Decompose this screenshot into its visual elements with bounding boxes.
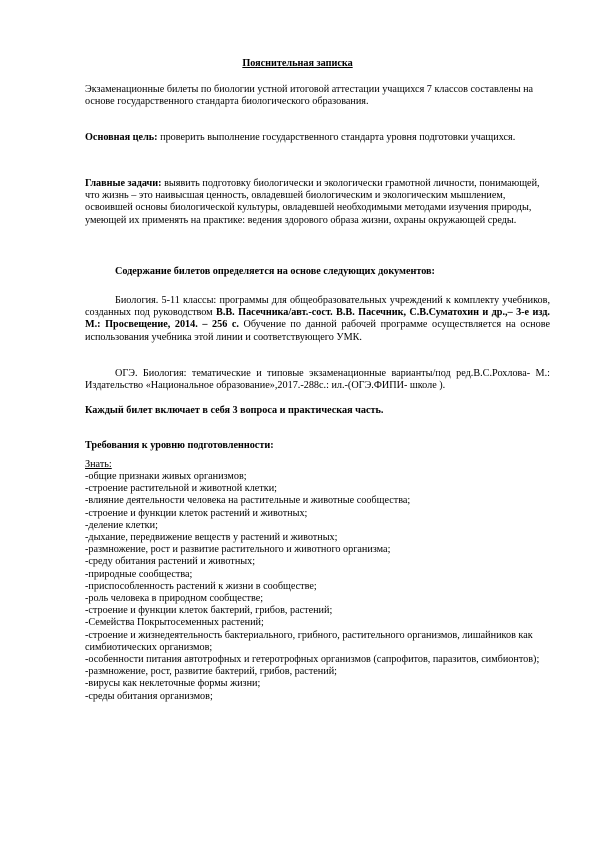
list-item: -Семейства Покрытосеменных растений;: [85, 617, 264, 629]
list-item: -размножение, рост и развитие растительного и животного организма;: [85, 544, 391, 556]
list-item: -строение и жизнедеятельность бактериального, грибного, растительного организмов, лишайников как симбиотических организмов;: [85, 629, 533, 653]
goal-paragraph: [85, 132, 550, 144]
ticket-note: Каждый билет включает в себя 3 вопроса и практическая часть.: [85, 405, 384, 416]
goal-label: Основная цель:: [85, 132, 158, 143]
list-item: -среды обитания организмов;: [85, 690, 213, 702]
list-item: -деление клетки;: [85, 519, 158, 531]
tasks-text: выявить подготовку биологически и экологически грамотной личности, понимающей, что жизнь – это наивысшая ценность, овладевшей биологическим и экологическим мышлением, освоившей основы биологической культуры, овладевшей необходимыми методами изучения природы, умеющей их применять на практике: ведения здорового образа жизни, охраны окружающей среды.: [85, 178, 540, 226]
list-item: -общие признаки живых организмов;: [85, 471, 247, 482]
document-title: Пояснительная записка: [242, 58, 353, 69]
know-list: [85, 471, 550, 703]
list-item: -влияние деятельности человека на растительные и животные сообщества;: [85, 495, 411, 507]
requirements-heading: Требования к уровню подготовленности:: [85, 440, 274, 451]
document-1-text-a: Биология. 5-11 классы: программы для общеобразовательных учреждений к комплекту учебников, созданных под руководством: [85, 295, 550, 319]
list-item: -приспособленность растений к жизни в сообществе;: [85, 580, 317, 592]
document-1-text-c: Обучение по данной рабочей программе осуществляется на основе использования учебника этой линии и соответствующего УМК.: [85, 319, 550, 343]
list-item: -среду обитания растений и животных;: [85, 556, 256, 568]
list-item: -размножение, рост, развитие бактерий, грибов, растений;: [85, 666, 337, 678]
list-item: -строение и функции клеток растений и животных;: [85, 507, 308, 519]
list-item: -особенности питания автотрофных и гетеротрофных организмов (сапрофитов, паразитов, симбионтов);: [85, 654, 540, 666]
document-1-citation: В.В. Пасечника/авт.-сост. В.В. Пасечник, С.В.Суматохин и др.,– 3-е изд. М.: Просвещение, 2014. – 256 с.: [85, 307, 550, 331]
document-2-paragraph: ОГЭ. Биология: тематические и типовые экзаменационные варианты/под ред.В.С.Рохлова- М.: Издательство «Национальное образование»,2017.-288с.: ил.-(ОГЭ.ФИПИ- школе ).: [85, 368, 550, 392]
list-item: -природные сообщества;: [85, 568, 193, 580]
list-item: -роль человека в природном сообществе;: [85, 593, 264, 605]
content-heading: Содержание билетов определяется на основе следующих документов:: [115, 266, 435, 277]
list-item: -строение растительной и животной клетки;: [85, 483, 278, 495]
list-item: -вирусы как неклеточные формы жизни;: [85, 678, 261, 690]
tasks-label: Главные задачи:: [85, 178, 162, 189]
tasks-paragraph: [85, 178, 550, 227]
document-1-paragraph: [85, 295, 550, 344]
know-label: Знать:: [85, 459, 112, 470]
intro-paragraph: Экзаменационные билеты по биологии устной итоговой аттестации учащихся 7 классов составлены на основе государственного стандарта биологического образования.: [85, 84, 534, 108]
list-item: -дыхание, передвижение веществ у растений и животных;: [85, 532, 338, 544]
list-item: -строение и функции клеток бактерий, грибов, растений;: [85, 605, 333, 617]
goal-text: проверить выполнение государственного стандарта уровня подготовки учащихся.: [157, 132, 516, 143]
